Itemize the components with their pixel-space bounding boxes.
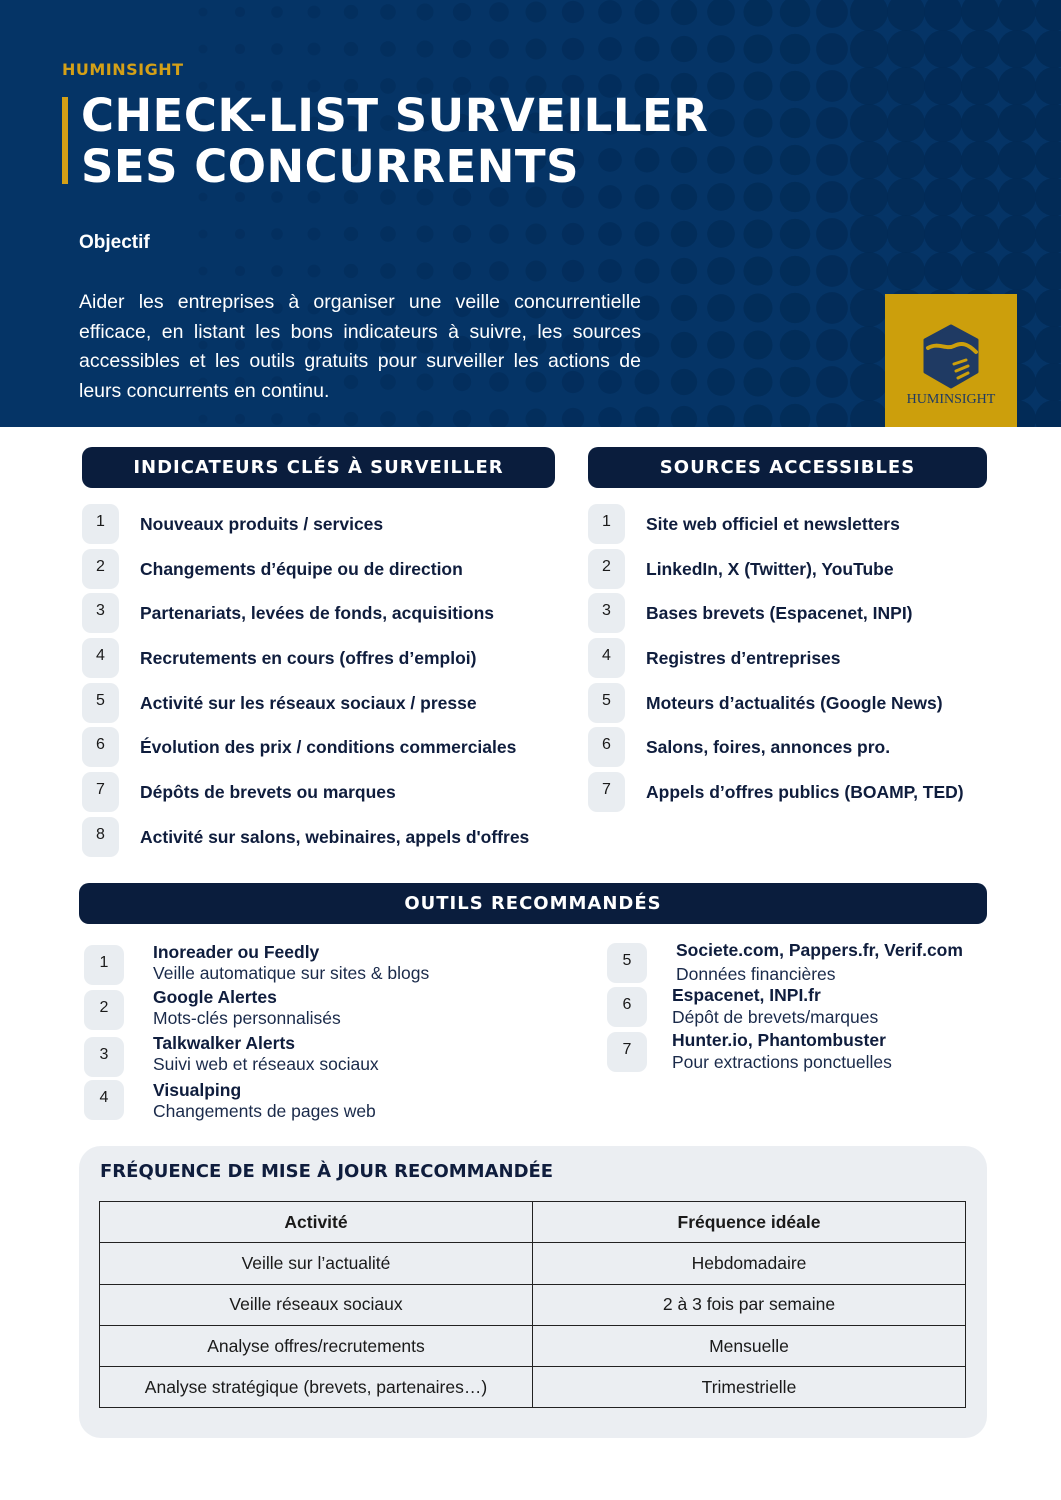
pattern-dot [598, 0, 622, 24]
pattern-dot [780, 367, 810, 397]
pattern-dot [598, 259, 622, 283]
pattern-dot [671, 36, 697, 62]
pattern-dot [635, 0, 660, 24]
item-number-badge: 7 [82, 772, 119, 812]
pattern-dot [924, 141, 962, 179]
tool-description: Mots-clés personnalisés [153, 1008, 341, 1028]
list-item [82, 504, 562, 549]
tool-name: Inoreader ou Feedly [153, 942, 320, 962]
item-label: Activité sur salons, webinaires, appels d'offres [140, 826, 530, 847]
frequence-panel [79, 1146, 987, 1438]
pattern-dot [1035, 326, 1061, 364]
pattern-dot [816, 33, 848, 65]
pattern-dot [526, 39, 547, 60]
pattern-dot [887, 252, 925, 290]
pattern-dot [743, 404, 772, 427]
pattern-dot [924, 30, 962, 68]
item-number-badge: 3 [588, 593, 625, 633]
list-item [82, 683, 562, 728]
item-label: Activité sur les réseaux sociaux / presse [140, 692, 477, 713]
pattern-dot [850, 289, 888, 327]
list-item [588, 638, 1008, 683]
pattern-dot [924, 215, 962, 253]
pattern-dot [924, 252, 962, 290]
item-number-badge: 6 [588, 727, 625, 767]
pattern-dot [271, 43, 283, 55]
item-number-badge: 1 [84, 945, 124, 985]
pattern-dot [671, 221, 697, 247]
pattern-dot [1035, 215, 1061, 253]
item-label: Nouveaux produits / services [140, 514, 384, 534]
pattern-dot [924, 104, 962, 142]
pattern-dot [850, 215, 888, 253]
item-label: Site web officiel et newsletters [646, 514, 900, 534]
pattern-dot [850, 67, 888, 105]
pattern-dot [199, 415, 208, 424]
item-number-badge: 3 [84, 1037, 124, 1077]
pattern-dot [780, 182, 810, 212]
pattern-dot [671, 0, 697, 25]
pattern-dot [998, 252, 1036, 290]
pattern-dot [743, 145, 772, 174]
pattern-dot [743, 256, 772, 285]
pattern-dot [780, 34, 810, 64]
pattern-dot [816, 255, 848, 287]
pattern-dot [235, 44, 245, 54]
pattern-dot [743, 0, 772, 27]
pattern-dot [850, 363, 888, 401]
item-label: Recrutements en cours (offres d’emploi) [140, 648, 477, 669]
title-line-2: SES CONCURRENTS [81, 140, 580, 193]
pattern-dot [453, 225, 471, 243]
pattern-dot [924, 178, 962, 216]
pattern-dot [850, 104, 888, 142]
pattern-dot [961, 178, 999, 216]
tool-name: Espacenet, INPI.fr [672, 985, 821, 1005]
pattern-dot [199, 230, 208, 239]
pattern-dot [961, 67, 999, 105]
item-number-badge: 6 [607, 987, 647, 1027]
pattern-dot [271, 265, 283, 277]
pattern-dot [961, 252, 999, 290]
item-number-badge: 4 [82, 638, 119, 678]
pattern-dot [707, 0, 735, 26]
pattern-dot [998, 215, 1036, 253]
list-item [82, 817, 562, 862]
pattern-dot [271, 228, 283, 240]
list-item [82, 593, 562, 638]
pattern-dot [635, 222, 660, 247]
pattern-dot [235, 7, 245, 17]
pattern-dot [816, 144, 848, 176]
pattern-dot [743, 34, 772, 63]
pattern-dot [816, 329, 848, 361]
outils-header: OUTILS RECOMMANDÉS [79, 883, 987, 924]
pattern-dot [489, 224, 509, 244]
table-row [100, 1284, 966, 1325]
pattern-dot [417, 263, 434, 280]
pattern-dot [998, 141, 1036, 179]
pattern-dot [743, 367, 772, 396]
pattern-dot [924, 67, 962, 105]
pattern-dot [344, 5, 358, 19]
pattern-dot [743, 71, 772, 100]
page-title [81, 90, 708, 192]
pattern-dot [671, 258, 697, 284]
pattern-dot [961, 104, 999, 142]
pattern-dot [961, 30, 999, 68]
pattern-dot [850, 141, 888, 179]
indicateurs-header: INDICATEURS CLÉS À SURVEILLER [82, 447, 555, 488]
pattern-dot [1035, 0, 1061, 31]
pattern-dot [344, 264, 358, 278]
pattern-dot [562, 1, 584, 23]
tool-description: Suivi web et réseaux sociaux [153, 1054, 379, 1074]
pattern-dot [780, 0, 810, 27]
pattern-dot [380, 263, 396, 279]
pattern-dot [707, 294, 735, 322]
frequency-cell: Trimestrielle [533, 1367, 966, 1408]
pattern-dot [562, 223, 584, 245]
pattern-dot [780, 219, 810, 249]
tool-description: Veille automatique sur sites & blogs [153, 963, 430, 983]
item-label: Dépôts de brevets ou marques [140, 782, 396, 803]
title-line-1: CHECK-LIST SURVEILLER [81, 89, 709, 142]
pattern-dot [235, 229, 245, 239]
pattern-dot [780, 145, 810, 175]
item-number-badge: 5 [588, 683, 625, 723]
pattern-dot [562, 38, 584, 60]
pattern-dot [417, 411, 434, 427]
pattern-dot [707, 220, 735, 248]
pattern-dot [671, 406, 697, 427]
item-number-badge: 5 [82, 683, 119, 723]
pattern-dot [1035, 400, 1061, 427]
pattern-dot [887, 30, 925, 68]
pattern-dot [850, 30, 888, 68]
activity-cell: Analyse stratégique (brevets, partenaires…) [100, 1367, 533, 1408]
item-label: Registres d’entreprises [646, 648, 841, 669]
tool-name: Google Alertes [153, 987, 277, 1007]
item-number-badge: 5 [607, 943, 647, 983]
pattern-dot [453, 410, 471, 427]
activity-cell: Analyse offres/recrutements [100, 1325, 533, 1366]
objectif-text: Aider les entreprises à organiser une veille concurrentielle efficace, en listant les bons indicateurs à suivre, les sources accessibles et les outils gratuits pour surveiller les actions de leurs concurrents en continu. [79, 291, 641, 402]
pattern-dot [780, 256, 810, 286]
pattern-dot [707, 405, 735, 427]
pattern-dot [816, 0, 848, 28]
pattern-dot [344, 42, 358, 56]
list-item [588, 772, 1008, 817]
pattern-dot [961, 215, 999, 253]
pattern-dot [998, 30, 1036, 68]
pattern-dot [816, 218, 848, 250]
pattern-dot [780, 404, 810, 427]
item-label: LinkedIn, X (Twitter), YouTube [646, 558, 894, 579]
pattern-dot [635, 37, 660, 62]
pattern-dot [235, 192, 245, 202]
frequency-cell: Hebdomadaire [533, 1243, 966, 1284]
pattern-dot [453, 40, 471, 58]
pattern-dot [816, 366, 848, 398]
objectif-label: Objectif [79, 232, 150, 253]
frequence-title: FRÉQUENCE DE MISE À JOUR RECOMMANDÉE [100, 1161, 554, 1182]
pattern-dot [887, 67, 925, 105]
pattern-dot [1035, 141, 1061, 179]
logo-text: HUMINSIGHT [906, 392, 996, 407]
pattern-dot [743, 182, 772, 211]
pattern-dot [816, 107, 848, 139]
column-header: Activité [100, 1202, 533, 1243]
handshake-hexagon-icon [920, 324, 982, 390]
pattern-dot [453, 262, 471, 280]
pattern-dot [1035, 252, 1061, 290]
pattern-dot [489, 39, 509, 59]
column-header: Fréquence idéale [533, 1202, 966, 1243]
pattern-dot [998, 67, 1036, 105]
item-number-badge: 1 [588, 504, 625, 544]
pattern-dot [887, 178, 925, 216]
pattern-dot [308, 228, 321, 241]
pattern-dot [707, 368, 735, 396]
pattern-dot [1035, 178, 1061, 216]
pattern-dot [850, 178, 888, 216]
pattern-dot [344, 412, 358, 426]
item-number-badge: 2 [82, 549, 119, 589]
item-label: Bases brevets (Espacenet, INPI) [646, 603, 913, 624]
pattern-dot [308, 265, 321, 278]
tool-name: Talkwalker Alerts [153, 1033, 296, 1053]
pattern-dot [707, 72, 735, 100]
item-number-badge: 7 [607, 1032, 647, 1072]
tool-description: Changements de pages web [153, 1101, 376, 1121]
pattern-dot [271, 413, 283, 425]
pattern-dot [489, 409, 509, 427]
pattern-dot [526, 2, 547, 23]
pattern-dot [707, 183, 735, 211]
list-item [588, 549, 1008, 594]
tool-description: Données financières [676, 964, 836, 984]
list-item [82, 638, 562, 683]
pattern-dot [850, 326, 888, 364]
item-number-badge: 6 [82, 727, 119, 767]
pattern-dot [850, 0, 888, 31]
pattern-dot [743, 293, 772, 322]
tool-name: Visualping [153, 1080, 242, 1100]
pattern-dot [635, 259, 660, 284]
frequency-cell: 2 à 3 fois par semaine [533, 1284, 966, 1325]
pattern-dot [743, 108, 772, 137]
list-item [588, 593, 1008, 638]
indicateurs-list [82, 504, 562, 862]
tool-description: Dépôt de brevets/marques [672, 1007, 879, 1027]
pattern-dot [743, 330, 772, 359]
frequency-cell: Mensuelle [533, 1325, 966, 1366]
pattern-dot [671, 332, 697, 358]
item-number-badge: 3 [82, 593, 119, 633]
pattern-dot [671, 295, 697, 321]
brand-label: HUMINSIGHT [62, 60, 184, 79]
pattern-dot [562, 260, 584, 282]
header-banner [0, 0, 1061, 427]
pattern-dot [1035, 30, 1061, 68]
pattern-dot [271, 6, 283, 18]
pattern-dot [199, 193, 208, 202]
pattern-dot [924, 0, 962, 31]
pattern-dot [598, 222, 622, 246]
table-row [100, 1367, 966, 1408]
title-accent-bar [62, 97, 68, 184]
pattern-dot [816, 292, 848, 324]
pattern-dot [780, 330, 810, 360]
item-label: Appels d’offres publics (BOAMP, TED) [646, 782, 964, 803]
pattern-dot [1035, 104, 1061, 142]
pattern-dot [380, 411, 396, 427]
pattern-dot [635, 407, 660, 427]
pattern-dot [887, 104, 925, 142]
list-item [588, 727, 1008, 772]
pattern-dot [199, 267, 208, 276]
pattern-dot [998, 0, 1036, 31]
pattern-dot [308, 43, 321, 56]
pattern-dot [1035, 289, 1061, 327]
item-number-badge: 4 [588, 638, 625, 678]
pattern-dot [380, 4, 396, 20]
pattern-dot [235, 414, 245, 424]
pattern-dot [489, 261, 509, 281]
item-number-badge: 8 [82, 817, 119, 857]
pattern-dot [453, 3, 471, 21]
pattern-dot [671, 369, 697, 395]
list-item [82, 727, 562, 772]
pattern-dot [887, 0, 925, 31]
tool-name: Societe.com, Pappers.fr, Verif.com [676, 940, 963, 960]
item-number-badge: 7 [588, 772, 625, 812]
pattern-dot [526, 224, 547, 245]
pattern-dot [961, 141, 999, 179]
pattern-dot [850, 252, 888, 290]
sources-header: SOURCES ACCESSIBLES [588, 447, 987, 488]
pattern-dot [380, 41, 396, 57]
pattern-dot [199, 8, 208, 17]
pattern-dot [417, 226, 434, 243]
pattern-dot [308, 6, 321, 19]
pattern-dot [780, 71, 810, 101]
list-item [588, 683, 1008, 728]
tool-description: Pour extractions ponctuelles [672, 1052, 892, 1072]
logo [885, 294, 1017, 427]
pattern-dot [816, 181, 848, 213]
pattern-dot [417, 4, 434, 21]
list-item [82, 772, 562, 817]
pattern-dot [780, 293, 810, 323]
item-label: Évolution des prix / conditions commerciales [140, 737, 517, 758]
pattern-dot [526, 261, 547, 282]
pattern-dot [743, 219, 772, 248]
pattern-dot [998, 178, 1036, 216]
pattern-dot [707, 35, 735, 63]
pattern-dot [707, 109, 735, 137]
activity-cell: Veille sur l’actualité [100, 1243, 533, 1284]
pattern-dot [850, 400, 888, 427]
frequence-table [99, 1201, 966, 1408]
item-label: Moteurs d’actualités (Google News) [646, 692, 943, 713]
item-number-badge: 4 [84, 1080, 124, 1120]
pattern-dot [816, 70, 848, 102]
pattern-dot [489, 2, 509, 22]
pattern-dot [887, 141, 925, 179]
item-label: Changements d’équipe ou de direction [140, 558, 463, 579]
pattern-dot [707, 257, 735, 285]
sources-list [588, 504, 1008, 817]
pattern-dot [598, 37, 622, 61]
pattern-dot [598, 407, 622, 427]
pattern-dot [707, 331, 735, 359]
pattern-dot [780, 108, 810, 138]
pattern-dot [1035, 67, 1061, 105]
item-number-badge: 1 [82, 504, 119, 544]
pattern-dot [1035, 363, 1061, 401]
pattern-dot [199, 45, 208, 54]
pattern-dot [887, 215, 925, 253]
pattern-dot [235, 266, 245, 276]
pattern-dot [344, 227, 358, 241]
table-row [100, 1325, 966, 1366]
pattern-dot [998, 104, 1036, 142]
table-row [100, 1243, 966, 1284]
table-header-row [100, 1202, 966, 1243]
activity-cell: Veille réseaux sociaux [100, 1284, 533, 1325]
pattern-dot [526, 409, 547, 427]
pattern-dot [417, 41, 434, 58]
pattern-dot [816, 403, 848, 427]
pattern-dot [380, 226, 396, 242]
item-label: Salons, foires, annonces pro. [646, 737, 891, 758]
pattern-dot [562, 408, 584, 427]
tool-name: Hunter.io, Phantombuster [672, 1030, 886, 1050]
item-number-badge: 2 [84, 990, 124, 1030]
list-item [82, 549, 562, 594]
item-number-badge: 2 [588, 549, 625, 589]
list-item [588, 504, 1008, 549]
pattern-dot [961, 0, 999, 31]
item-label: Partenariats, levées de fonds, acquisitions [140, 603, 495, 624]
pattern-dot [707, 146, 735, 174]
pattern-dot [308, 413, 321, 426]
